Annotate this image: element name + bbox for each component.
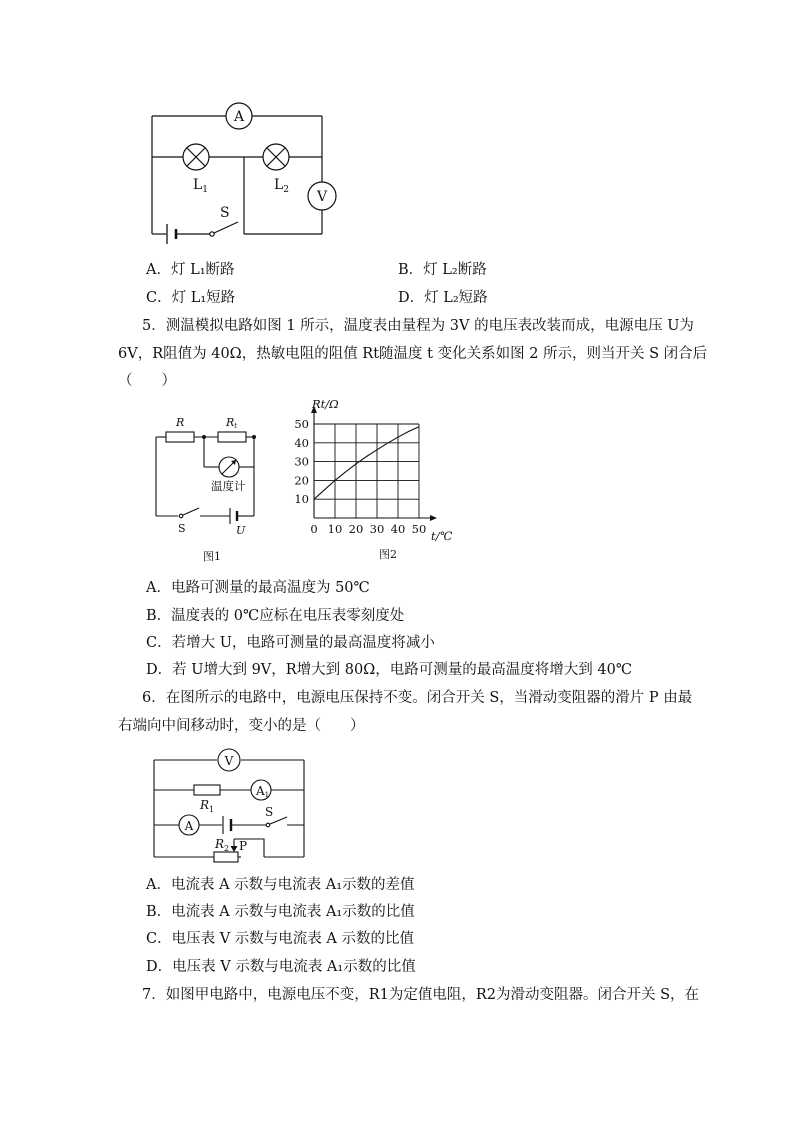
thermistor-rt-symbol — [218, 432, 246, 442]
chart-x-tick-label: 0 — [310, 522, 318, 536]
switch-symbol — [210, 222, 238, 236]
q5-figure2-chart — [290, 400, 460, 570]
q5-stem-line2: 6V，R阻值为 40Ω，热敏电阻的阻值 Rt随温度 t 变化关系如图 2 所示，则当开关 S 闭合后 — [118, 346, 708, 362]
chart-x-tick-label: 40 — [390, 522, 406, 536]
q6-option-a: A．电流表 A 示数与电流表 A₁示数的差值 — [146, 877, 415, 893]
source-label: U — [236, 524, 246, 537]
switch-label: S — [178, 522, 186, 535]
q5-option-c: C．若增大 U，电路可测量的最高温度将减小 — [146, 635, 435, 651]
switch-symbol — [179, 508, 199, 518]
battery-symbol — [223, 816, 231, 834]
switch-label: S — [265, 805, 274, 819]
q6-option-d: D．电压表 V 示数与电流表 A₁示数的比值 — [146, 959, 416, 975]
chart-x-tick-label: 20 — [348, 522, 364, 536]
junction-dot — [202, 435, 206, 439]
slider-label: P — [239, 839, 248, 853]
lamp-l2-symbol — [263, 144, 289, 170]
chart-series-line — [314, 427, 419, 499]
chart-x-tick-label: 50 — [411, 522, 427, 536]
q6-circuit-diagram — [144, 744, 314, 866]
voltmeter-label: V — [316, 189, 328, 205]
q4-circuit-diagram — [140, 96, 340, 252]
chart-y-tick-label: 20 — [294, 473, 309, 488]
q5-stem-line1: 5．测温模拟电路如图 1 所示，温度表由量程为 3V 的电压表改装而成，电源电压 U为 — [142, 318, 694, 334]
q4-option-b: B．灯 L₂断路 — [398, 262, 487, 278]
thermometer-meter-label: 温度计 — [211, 479, 246, 493]
q6-option-b: B．电流表 A 示数与电流表 A₁示数的比值 — [146, 904, 415, 920]
q6-stem-line2: 右端向中间移动时，变小的是（ ） — [118, 718, 365, 734]
chart-x-axis-arrow-icon — [430, 515, 437, 521]
rheostat-r2-symbol — [214, 852, 238, 862]
rheostat-r2-label: $R_2$ — [215, 837, 230, 853]
q5-option-d: D．若 U增大到 9V，R增大到 80Ω，电路可测量的最高温度将增大到 40℃ — [146, 662, 633, 678]
q4-option-d: D．灯 L₂短路 — [398, 290, 488, 306]
battery-symbol — [230, 508, 237, 524]
resistor-r1-symbol — [194, 785, 220, 795]
lamp-l1-label: $L_1$ — [193, 177, 209, 195]
ammeter-label: A — [233, 109, 245, 125]
q4-option-c: C．灯 L₁短路 — [146, 290, 236, 306]
chart-caption: 图2 — [379, 548, 397, 561]
chart-y-tick-label: 30 — [294, 454, 309, 469]
chart-x-tick-label: 10 — [327, 522, 343, 536]
chart-y-axis-label: Rt/Ω — [312, 400, 339, 411]
chart-y-tick-label: 10 — [294, 492, 309, 507]
thermistor-rt-label: Rt — [226, 416, 238, 430]
ammeter-a1-label: A1 — [256, 784, 270, 799]
q5-figure1-circuit — [148, 410, 278, 568]
q4-option-a: A．灯 L₁断路 — [146, 262, 235, 278]
lamp-l1-symbol — [183, 144, 209, 170]
q5-option-a: A．电路可测量的最高温度为 50℃ — [146, 580, 370, 596]
q6-stem-line1: 6．在图所示的电路中，电源电压保持不变。闭合开关 S，当滑动变阻器的滑片 P 由最 — [142, 690, 693, 706]
slider-arrow-icon — [231, 839, 238, 852]
q6-option-c: C．电压表 V 示数与电流表 A 示数的比值 — [146, 931, 414, 947]
ammeter-a-label: A — [184, 819, 194, 833]
thermometer-meter-symbol — [219, 457, 239, 477]
chart-y-tick-label: 40 — [294, 435, 309, 450]
junction-dot — [252, 435, 256, 439]
resistor-r-label: R — [176, 416, 185, 429]
chart-x-axis-label: t/℃ — [431, 529, 453, 543]
q7-stem-line1: 7．如图甲电路中，电源电压不变，R1为定值电阻，R2为滑动变阻器。闭合开关 S，在 — [142, 987, 700, 1003]
lamp-l2-label: $L_2$ — [274, 177, 290, 195]
figure1-caption: 图1 — [203, 550, 221, 563]
switch-label: S — [220, 205, 230, 221]
chart-x-tick-label: 30 — [369, 522, 385, 536]
q5-stem-line3: （ ） — [118, 373, 176, 389]
resistor-r-symbol — [166, 432, 194, 442]
q5-option-b: B．温度表的 0℃应标在电压表零刻度处 — [146, 608, 405, 624]
chart-y-tick-label: 50 — [294, 417, 309, 431]
resistor-r1-label: $R_1$ — [200, 798, 215, 814]
battery-symbol — [167, 224, 176, 244]
voltmeter-label: V — [224, 754, 234, 768]
